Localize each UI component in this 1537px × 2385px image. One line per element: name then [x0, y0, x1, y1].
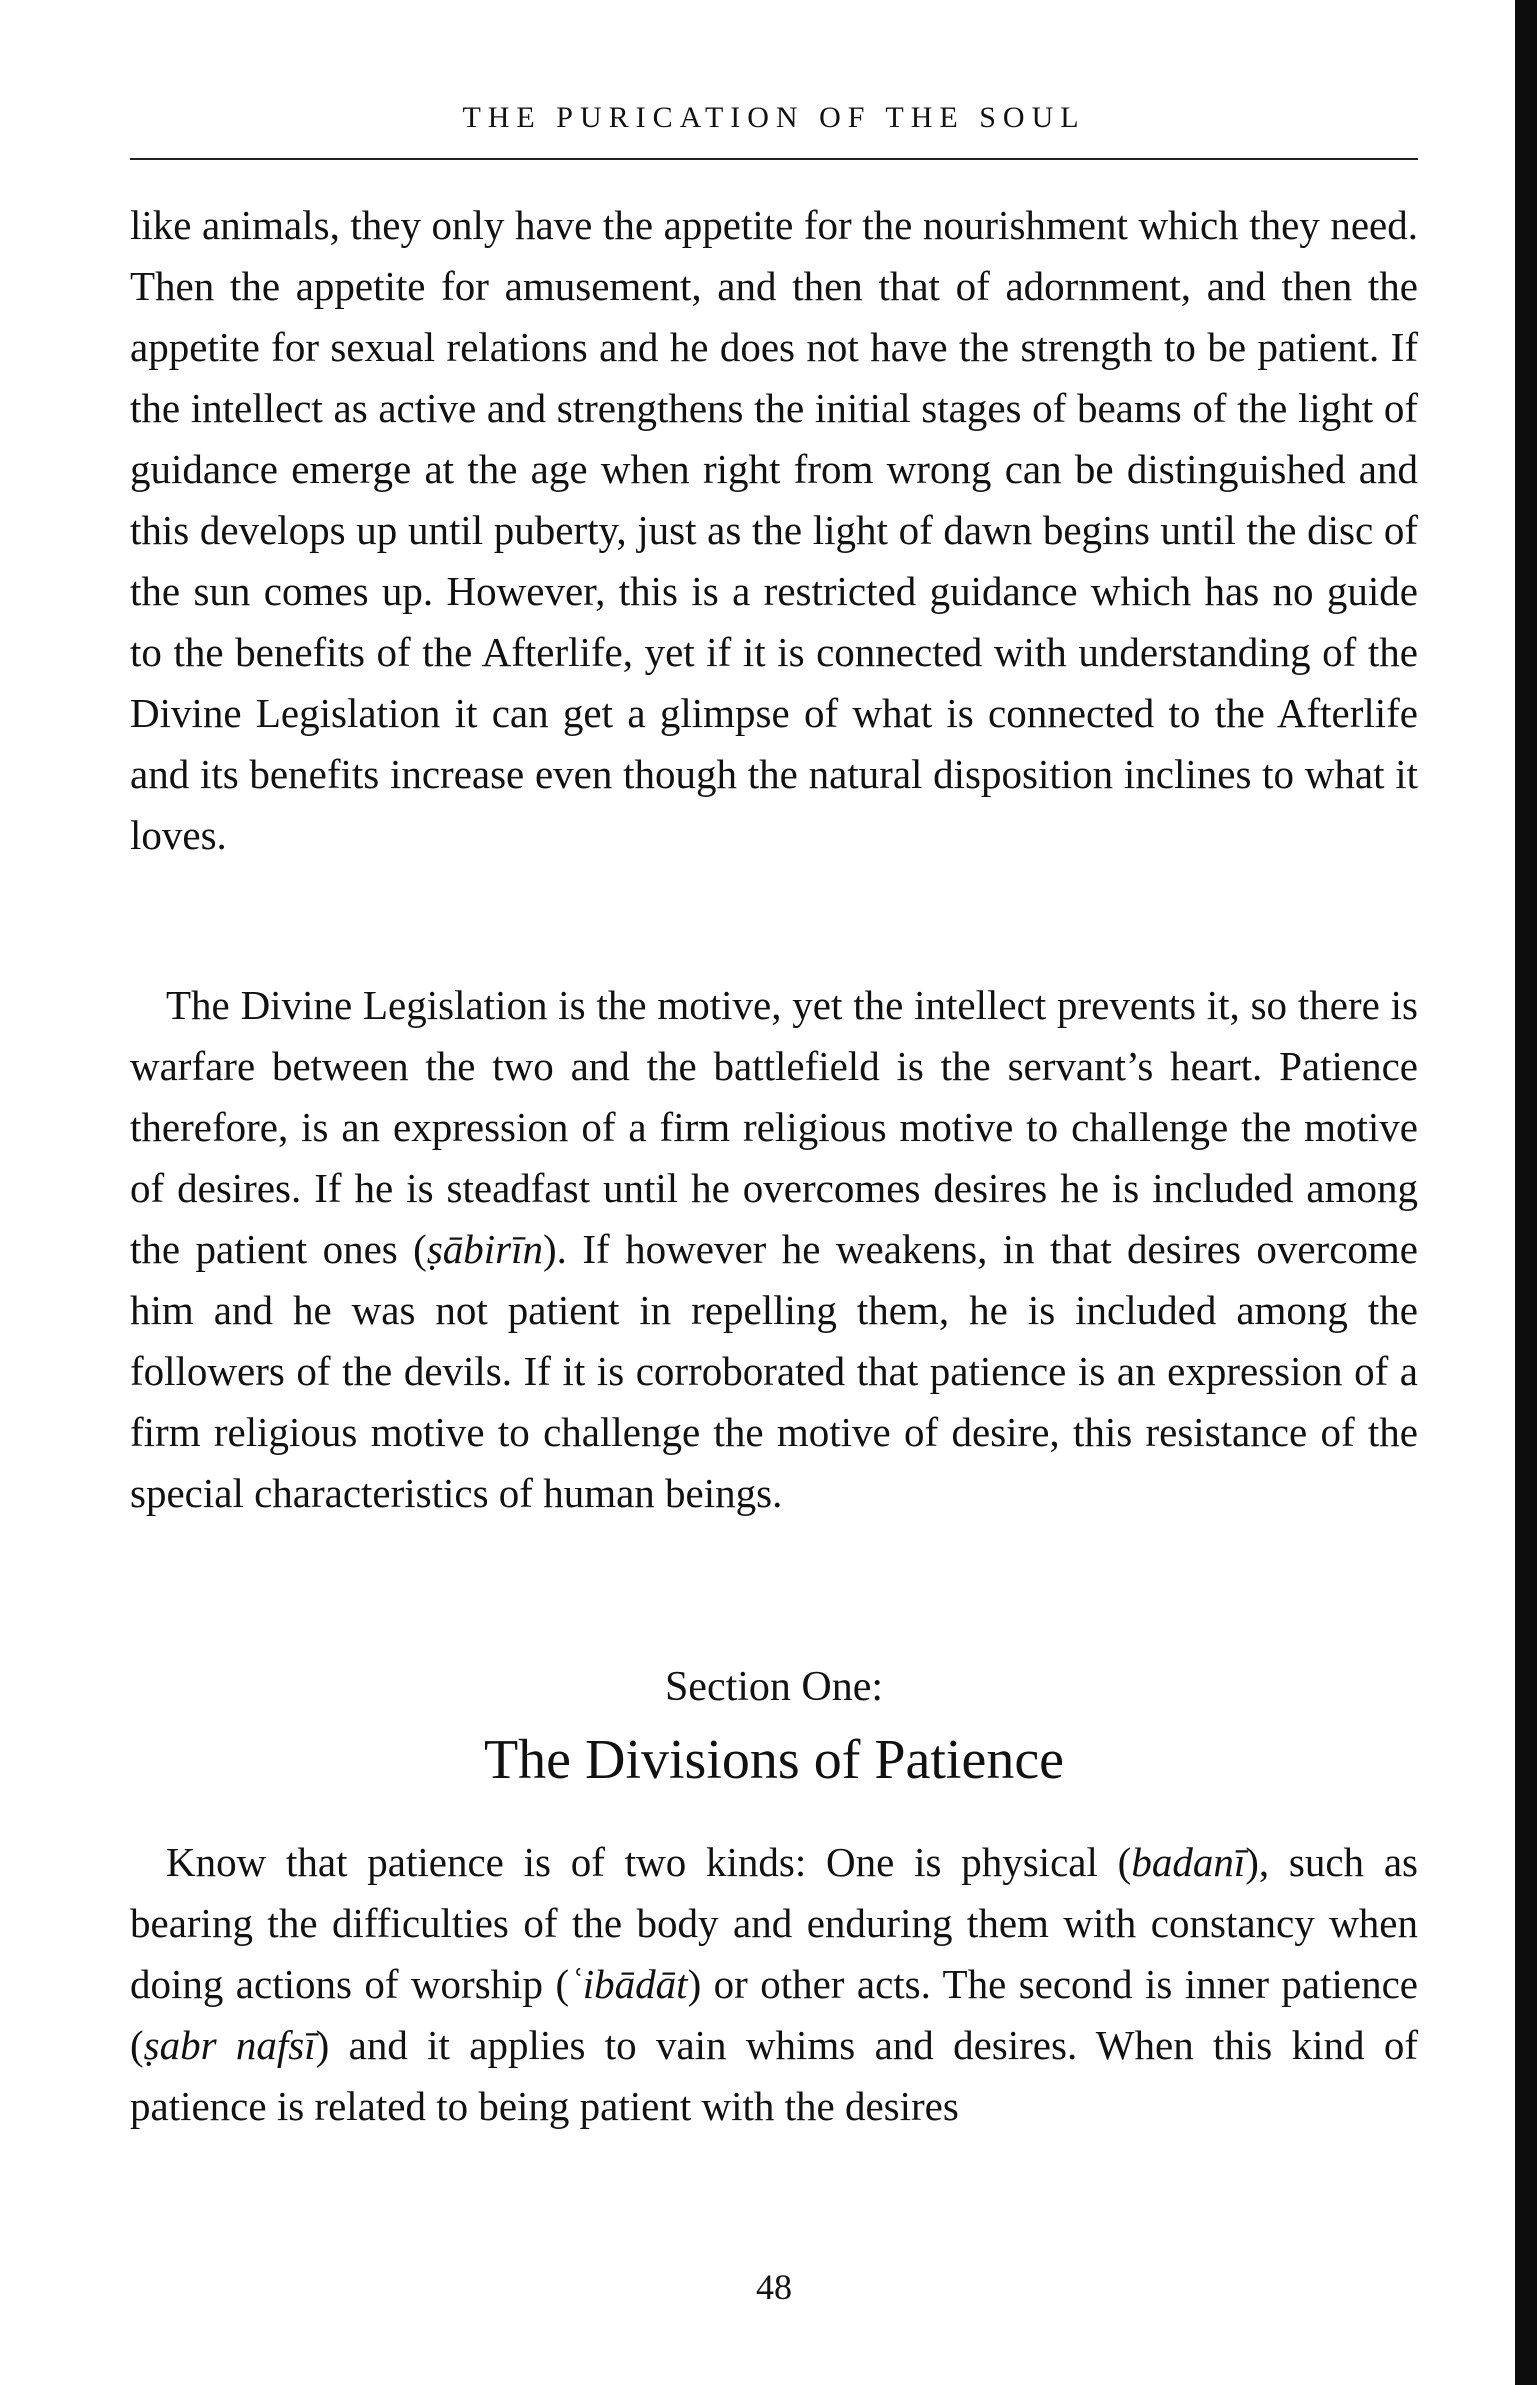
- paragraph-3-text-b: ), such as bearing the difficulties of the body and enduring them with constancy when doing actions of worship (: [130, 1839, 1418, 2007]
- page-number: 48: [756, 2267, 792, 2307]
- paragraph-3-text-a: Know that patience is of two kinds: One is physical (: [166, 1839, 1132, 1885]
- paragraph-3: [130, 1832, 1418, 2137]
- term-sabr-nafsi: ṣabr nafsī: [143, 2022, 316, 2068]
- section-label: Section One:: [664, 1664, 884, 1710]
- term-sabirin: ṣābirīn: [426, 1226, 544, 1272]
- term-badani: badanī: [1131, 1839, 1246, 1885]
- header-rule: [130, 158, 1418, 160]
- paragraph-1: [130, 195, 1418, 866]
- section-title: The Divisions of Patience: [483, 1729, 1065, 1791]
- paragraph-1-text: like animals, they only have the appetite for the nourishment which they need. Then the appetite for amusement, and then that of adornment, and then the appetite for sexual relations and he does not have the strength to be patient. If the intellect as active and strengthens the initial stages of beams of the light of guidance emerge at the age when right from wrong can be distinguished and this develops up until puberty, just as the light of dawn begins until the disc of the sun comes up. However, this is a restricted guidance which has no guide to the benefits of the Afterlife, yet if it is connected with understanding of the Divine Legislation it can get a glimpse of what is connected to the Afterlife and its benefits increase even though the natural disposition inclines to what it loves.: [130, 202, 1418, 858]
- paragraph-3-text-d: ) and it applies to vain whims and desires. When this kind of patience is related to being patient with the desires: [130, 2022, 1418, 2129]
- running-header: THE PURICATION OF THE SOUL: [462, 101, 1086, 134]
- scan-edge-bar: [1515, 0, 1537, 2385]
- term-ibadat: ʿibādāt: [569, 1961, 688, 2007]
- paragraph-2-text-a: The Divine Legislation is the motive, yet the intellect prevents it, so there is warfare between the two and the battlefield is the servant’s heart. Patience therefore, is an expression of a firm religious motive to challenge the motive of desires. If he is steadfast until he overcomes desires he is included among the patient ones (: [130, 982, 1418, 1272]
- paragraph-3-text-c: ) or other acts. The second is inner patience (: [130, 1961, 1418, 2068]
- paragraph-2-text-b: ). If however he weakens, in that desires overcome him and he was not patient in repelling them, he is included among the followers of the devils. If it is corroborated that patience is an expression of a firm religious motive to challenge the motive of desire, this resistance of the special characteristics of human beings.: [130, 1226, 1418, 1516]
- paragraph-2: [130, 975, 1418, 1524]
